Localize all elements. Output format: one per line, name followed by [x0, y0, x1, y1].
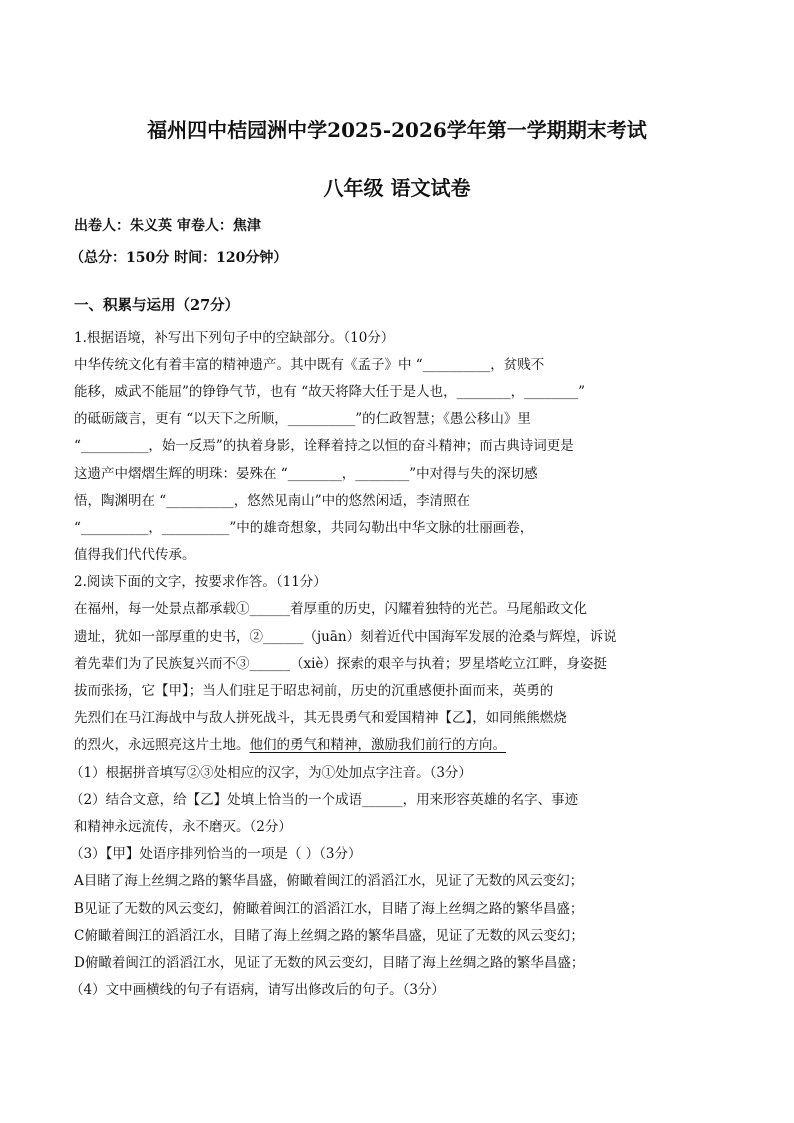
passage-line: “__________，始一反焉”的执着身影，诠释着持之以恒的奋斗精神；而古典诗词更是 — [74, 438, 574, 454]
passage-line: 的砥砺箴言，更有 “以天下之所顺，__________”的仁政智慧；《愚公移山》里 — [74, 411, 531, 427]
option-a: A目睹了海上丝绸之路的繁华昌盛，俯瞰着闽江的滔滔江水，见证了无数的风云变幻； — [74, 873, 584, 889]
option-d: D俯瞰着闽江的滔滔江水，见证了无数的风云变幻，目睹了海上丝绸之路的繁华昌盛； — [74, 955, 585, 971]
passage-line: 先烈们在马江海战中与敌人拼死战斗，其无畏勇气和爱国精神【乙】，如同熊熊燃烧 — [74, 710, 567, 726]
exam-title: 福州四中桔园洲中学2025-2026学年第一学期期末考试 — [147, 118, 647, 142]
passage-line: 遗址，犹如一部厚重的史书，②______（juān）刻着近代中国海军发展的沧桑与辉煌，诉说 — [74, 629, 617, 645]
question-2-prompt: 2.阅读下面的文字，按要求作答。（11分） — [74, 574, 327, 590]
section-heading: 一、积累与运用（27分） — [74, 297, 240, 314]
passage-line: 这遗产中熠熠生辉的明珠：晏殊在 “________，________”中对得与失的深切感 — [74, 466, 538, 482]
sub-question-1: （1）根据拼音填写②③处相应的汉字，为①处加点字注音。（3分） — [70, 765, 472, 781]
passage-line: 在福州，每一处景点都承载①______着厚重的历史，闪耀着独特的光芒。马尾船政文化 — [74, 601, 587, 617]
passage-line: 能移，威武不能屈”的铮铮气节，也有 “故天将降大任于是人也，________，________” — [74, 384, 585, 400]
sub-question-2: （2）结合文意，给【乙】处填上恰当的一个成语______，用来形容英雄的名字、事迹 — [70, 792, 579, 808]
exam-info: （总分：150分 时间：120分钟） — [70, 250, 288, 266]
passage-line-underlined — [74, 736, 506, 754]
question-1-prompt: 1.根据语境，补写出下列句子中的空缺部分。（10分） — [74, 330, 395, 346]
passage-line: 拔而张扬，它【甲】；当人们驻足于昭忠祠前，历史的沉重感便扑面而来，英勇的 — [74, 683, 554, 699]
passage-line: 着先辈们为了民族复兴而不③______（xiè）探索的艰辛与执着；罗星塔屹立江畔，身姿挺 — [74, 656, 607, 672]
passage-line: 值得我们代代传承。 — [74, 547, 196, 563]
exam-authors: 出卷人：朱义英 审卷人：焦津 — [74, 218, 261, 234]
exam-subtitle: 八年级 语文试卷 — [323, 176, 471, 200]
option-c: C俯瞰着闽江的滔滔江水，目睹了海上丝绸之路的繁华昌盛，见证了无数的风云变幻； — [74, 928, 584, 944]
sub-question-4: （4）文中画横线的句子有语病，请写出修改后的句子。（3分） — [70, 982, 445, 998]
sub-question-2-cont: 和精神永远流传，永不磨灭。（2分） — [74, 819, 292, 835]
passage-line: 悟，陶渊明在 “__________，悠然见南山”中的悠然闲适，李清照在 — [74, 493, 471, 509]
passage-text: 的烈火，永远照亮这片土地。 — [74, 737, 250, 753]
passage-line: 中华传统文化有着丰富的精神遗产。其中既有《孟子》中 “__________，贫贱不 — [74, 357, 545, 373]
passage-line: “__________，__________”中的雄奇想象，共同勾勒出中华文脉的壮丽画卷， — [74, 520, 534, 536]
option-b: B见证了无数的风云变幻，俯瞰着闽江的滔滔江水，目睹了海上丝绸之路的繁华昌盛； — [74, 901, 584, 917]
sub-question-3: （3）【甲】处语序排列恰当的一项是（ ）（3分） — [70, 846, 362, 862]
underlined-sentence: 他们的勇气和精神，激励我们前行的方向。 — [249, 737, 506, 753]
